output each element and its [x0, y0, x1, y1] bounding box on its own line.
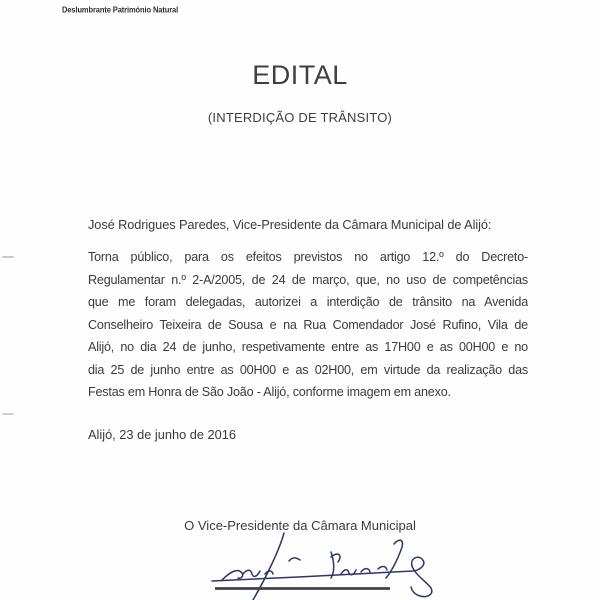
handwritten-signature: [185, 528, 455, 600]
body-line: Regulamentar n.º 2-A/2005, de 24 de março, que, no uso de competências: [88, 272, 528, 287]
signoff-title: O Vice-Presidente da Câmara Municipal: [184, 518, 416, 533]
place-date-line: Alijó, 23 de junho de 2016: [88, 427, 236, 442]
body-line: que me foram delegadas, autorizei a interdição de trânsito na Avenida: [88, 295, 528, 309]
document-subtitle: (INTERDIÇÃO DE TRÂNSITO): [207, 110, 393, 125]
scan-fold-mark: [2, 256, 14, 258]
signature-first-name: [222, 558, 300, 580]
scan-fold-mark: [2, 413, 14, 415]
municipality-tagline: Deslumbrante Património Natural: [62, 5, 179, 15]
signature-flourish: [212, 557, 432, 596]
signature-downstroke: [253, 533, 284, 600]
body-line: Torna público, para os efeitos previstos no artigo 12.º do Decreto-: [88, 250, 528, 264]
body-line: Alijó, no dia 24 de junho, respetivamente entre as 17H00 e as 00H00 e no: [88, 340, 528, 354]
body-paragraph: [88, 246, 528, 404]
document-title: EDITAL: [252, 60, 348, 90]
body-line: Conselheiro Teixeira de Sousa e na Rua Comendador José Rufino, Vila de: [88, 317, 528, 332]
body-line: Festas em Honra de São João - Alijó, conforme imagem em anexo.: [88, 385, 451, 399]
body-line: dia 25 de junho entre as 00H00 e as 02H00, em virtude da realização das: [88, 362, 528, 377]
addresser-line: José Rodrigues Paredes, Vice-Presidente da Câmara Municipal de Alijó:: [88, 217, 492, 232]
